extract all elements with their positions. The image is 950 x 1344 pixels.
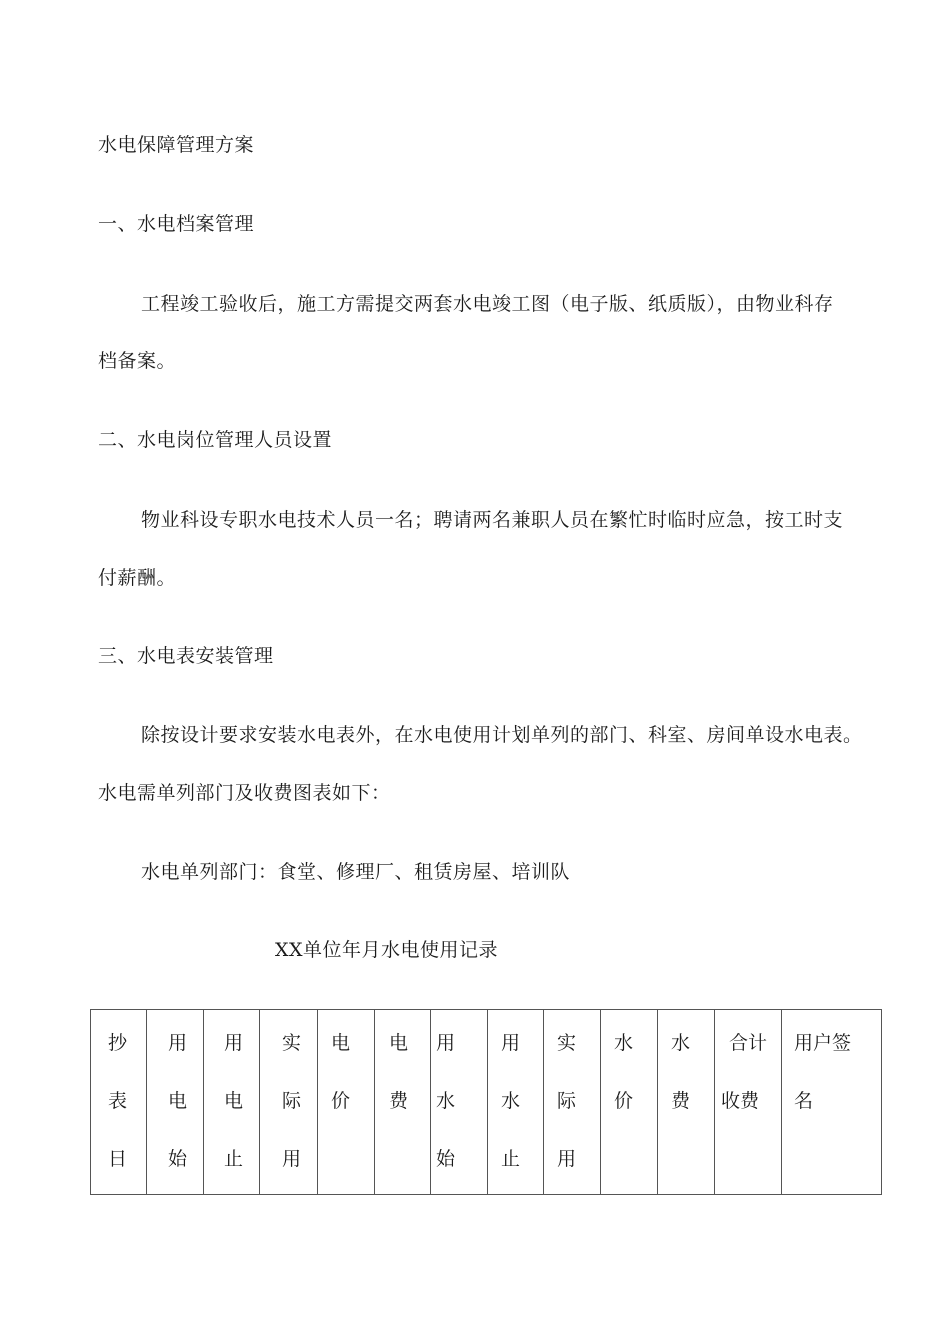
section-2-paragraph-line-2: 付薪酬。 <box>98 567 177 589</box>
section-3-paragraph-line-2: 水电需单列部门及收费图表如下： <box>98 782 391 804</box>
usage-record-table <box>90 1009 882 1195</box>
document-title: 水电保障管理方案 <box>98 134 255 156</box>
table-header-row <box>91 1010 882 1195</box>
section-1-paragraph-line-2: 档备案。 <box>98 350 177 372</box>
section-1-paragraph-line-1: 工程竣工验收后，施工方需提交两套水电竣工图（电子版、纸质版），由物业科存 <box>141 293 834 315</box>
header-cell-elec-price: 电 价 <box>318 1010 375 1195</box>
section-3-paragraph-line-1: 除按设计要求安装水电表外，在水电使用计划单列的部门、科室、房间单设水电表。 <box>141 724 863 746</box>
header-cell-elec-end: 用 电 止 <box>204 1010 260 1195</box>
section-2-heading: 二、水电岗位管理人员设置 <box>98 429 333 451</box>
header-cell-water-fee: 水 费 <box>658 1010 715 1195</box>
section-3-heading: 三、水电表安装管理 <box>98 645 274 667</box>
header-cell-water-price: 水 价 <box>601 1010 658 1195</box>
header-cell-water-actual: 实 际 用 <box>544 1010 601 1195</box>
header-cell-elec-fee: 电 费 <box>375 1010 431 1195</box>
departments-line: 水电单列部门：食堂、修理厂、租赁房屋、培训队 <box>141 861 571 883</box>
header-cell-user-signature: 用户签 名 <box>782 1010 882 1195</box>
section-1-heading: 一、水电档案管理 <box>98 213 255 235</box>
header-cell-elec-start: 用 电 始 <box>147 1010 204 1195</box>
header-cell-water-end: 用 水 止 <box>488 1010 544 1195</box>
section-2-paragraph-line-1: 物业科设专职水电技术人员一名；聘请两名兼职人员在繁忙时临时应急，按工时支 <box>141 509 844 531</box>
header-cell-water-start: 用 水 始 <box>431 1010 488 1195</box>
table-caption: XX单位年月水电使用记录 <box>275 939 499 961</box>
header-cell-meter-date: 抄 表 日 <box>91 1010 147 1195</box>
header-cell-total-charge: 合计 收费 <box>715 1010 782 1195</box>
header-cell-elec-actual: 实 际 用 <box>260 1010 318 1195</box>
